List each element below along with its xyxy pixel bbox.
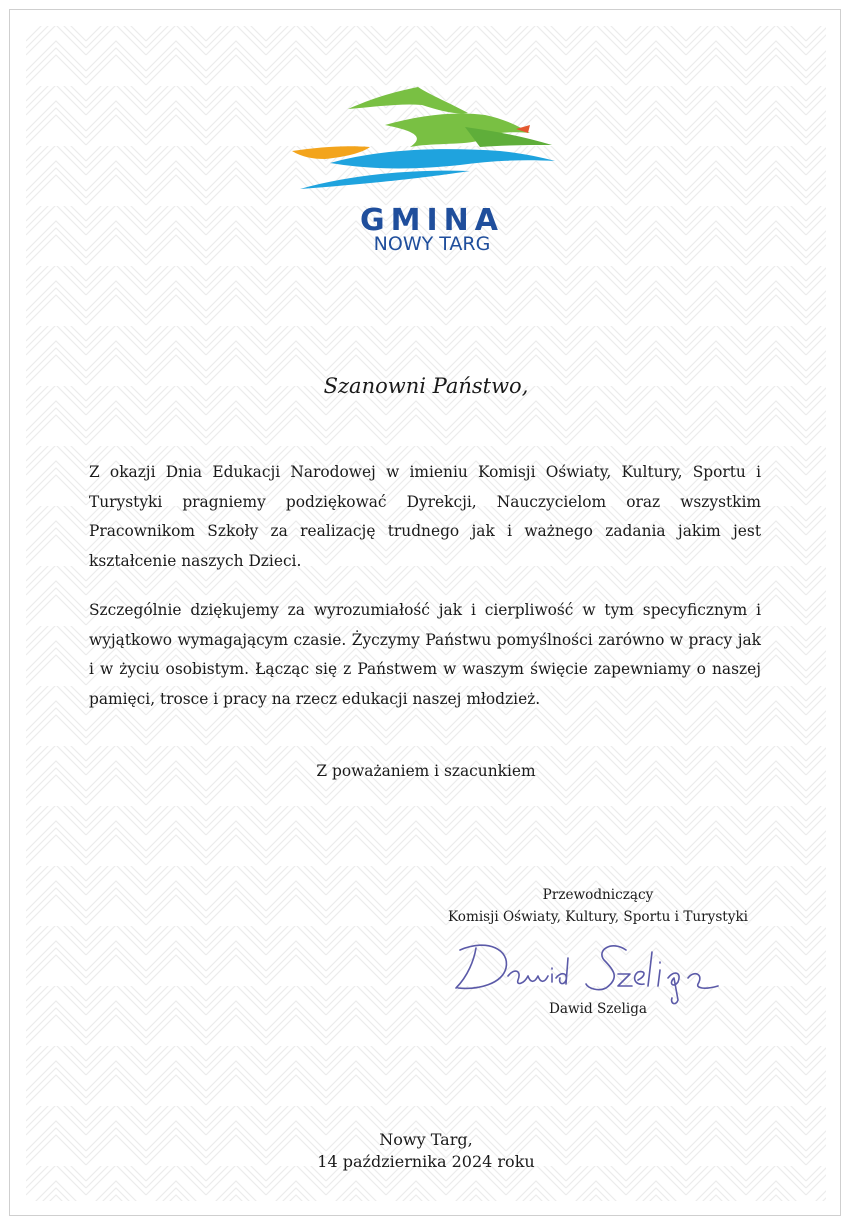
signature-icon: [448, 930, 758, 1010]
letter-place: Nowy Targ,: [379, 1130, 473, 1149]
letter-paragraph-2: Szczególnie dziękujemy za wyrozumiałość jak i cierpliwość w tym specyficznym i wyjątkowo wymagającym czasie. Życzymy Państwu pomyślności zarówno w pracy jak i w życiu osobistym. Łącząc się z Państwem w waszym święcie zapewniamy o naszej pamięci, trosce i pracy na rzecz edukacji naszej młodzież.: [89, 601, 761, 708]
gmina-nowy-targ-logo: [290, 85, 570, 260]
letter-closing: Z poważaniem i szacunkiem: [316, 762, 536, 780]
logo-line-gmina: GMINA: [360, 203, 504, 238]
letter-greeting: Szanowni Państwo,: [323, 374, 529, 398]
signatory-title: Przewodniczący: [542, 887, 654, 903]
mountain-logo-icon: [290, 85, 570, 205]
logo-line-nowy-targ: NOWY TARG: [373, 233, 491, 255]
signatory-name: Dawid Szeliga: [548, 1001, 648, 1017]
letter-date: 14 października 2024 roku: [317, 1152, 535, 1171]
letter-paragraph-1: Z okazji Dnia Edukacji Narodowej w imieniu Komisji Oświaty, Kultury, Sportu i Turystyki pragniemy podziękować Dyrekcji, Nauczycielom oraz wszystkim Pracownikom Szkoły za realizację trudnego jak i ważnego zadania jakim jest kształcenie naszych Dzieci.: [89, 463, 761, 570]
signatory-committee: Komisji Oświaty, Kultury, Sportu i Turystyki: [447, 909, 749, 925]
handwritten-signature: [448, 930, 758, 1010]
